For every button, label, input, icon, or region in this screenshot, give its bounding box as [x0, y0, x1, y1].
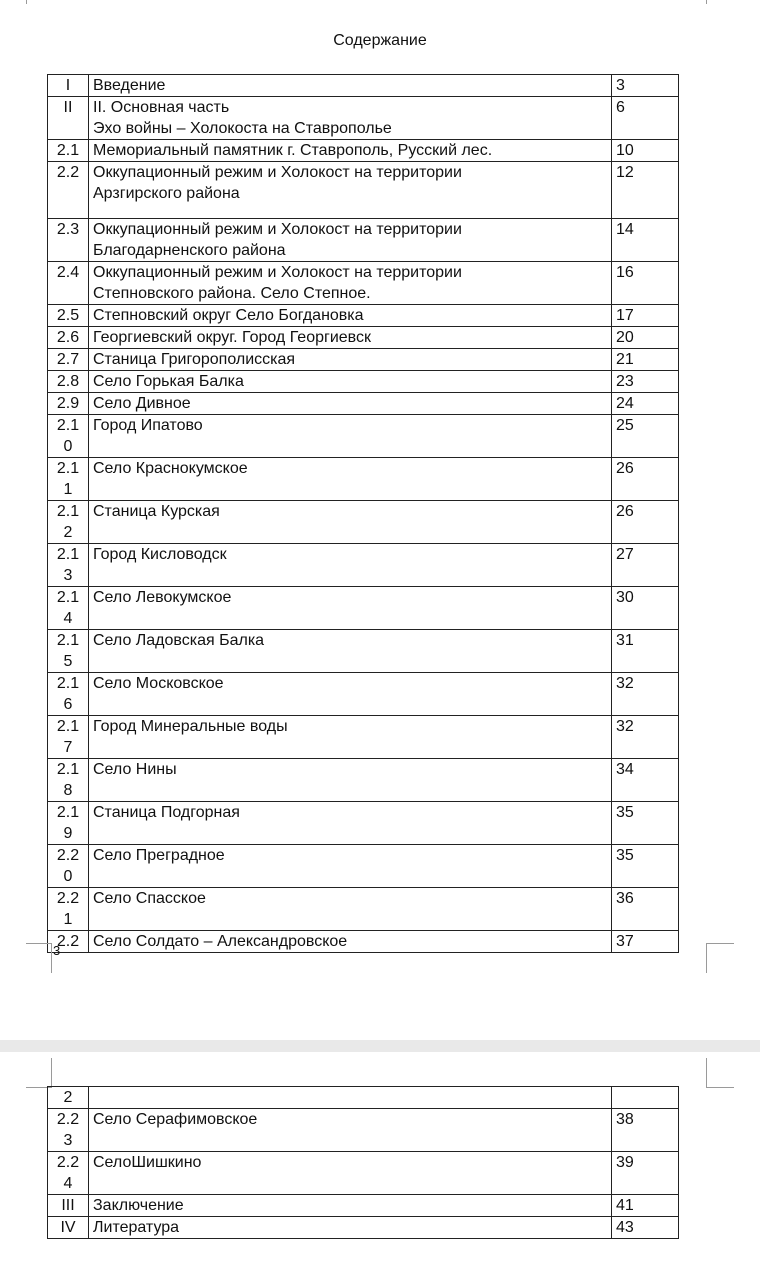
toc-page-number: 26: [612, 501, 679, 544]
toc-entry-title: Город Ипатово: [89, 415, 612, 458]
toc-number: 2.2 1: [48, 888, 89, 931]
toc-row: [48, 305, 679, 327]
toc-entry-title: Село Спасское: [89, 888, 612, 931]
toc-page-number: 32: [612, 716, 679, 759]
toc-entry-title: Село Серафимовское: [89, 1109, 612, 1152]
toc-page-number: 30: [612, 587, 679, 630]
toc-entry-title: [89, 1087, 612, 1109]
toc-number: 2.1 7: [48, 716, 89, 759]
toc-entry-title: Село Нины: [89, 759, 612, 802]
toc-row: [48, 931, 679, 953]
crop-mark: [51, 943, 52, 973]
crop-mark: [706, 943, 707, 973]
toc-table-continued: [47, 1086, 679, 1239]
toc-row: [48, 162, 679, 219]
toc-entry-title: Оккупационный режим и Холокост на территории Арзгирского района: [89, 162, 612, 219]
document-page-2: [0, 1052, 760, 1280]
toc-number: II: [48, 97, 89, 140]
crop-mark: [706, 1058, 707, 1088]
toc-entry-title: Литература: [89, 1217, 612, 1239]
toc-entry-title: СелоШишкино: [89, 1152, 612, 1195]
toc-row: [48, 1087, 679, 1109]
toc-number: IV: [48, 1217, 89, 1239]
toc-page-number: 27: [612, 544, 679, 587]
toc-page-number: 25: [612, 415, 679, 458]
toc-row: [48, 802, 679, 845]
toc-entry-title: Село Краснокумское: [89, 458, 612, 501]
toc-entry-title: Город Минеральные воды: [89, 716, 612, 759]
toc-page-number: 39: [612, 1152, 679, 1195]
toc-entry-title: Село Левокумское: [89, 587, 612, 630]
toc-number: 2.2 4: [48, 1152, 89, 1195]
page-title: Содержание: [333, 32, 427, 49]
toc-page-number: 24: [612, 393, 679, 415]
toc-entry-title: Село Преградное: [89, 845, 612, 888]
toc-row: [48, 501, 679, 544]
toc-row: [48, 1152, 679, 1195]
toc-page-number: 10: [612, 140, 679, 162]
toc-page-number: 16: [612, 262, 679, 305]
toc-page-number: 6: [612, 97, 679, 140]
toc-number: I: [48, 75, 89, 97]
toc-page-number: 38: [612, 1109, 679, 1152]
toc-number: 2.5: [48, 305, 89, 327]
toc-entry-title: Оккупационный режим и Холокост на территории Благодарненского района: [89, 219, 612, 262]
toc-row: [48, 845, 679, 888]
toc-number: 2.4: [48, 262, 89, 305]
toc-row: [48, 393, 679, 415]
toc-row: [48, 716, 679, 759]
toc-page-number: 31: [612, 630, 679, 673]
toc-row: [48, 888, 679, 931]
toc-number: 2.1 4: [48, 587, 89, 630]
toc-row: [48, 97, 679, 140]
toc-row: [48, 262, 679, 305]
toc-number: 2: [48, 1087, 89, 1109]
toc-entry-title: Село Московское: [89, 673, 612, 716]
toc-number: 2.6: [48, 327, 89, 349]
toc-row: [48, 371, 679, 393]
toc-row: [48, 458, 679, 501]
toc-row: [48, 544, 679, 587]
crop-mark: [26, 0, 27, 4]
toc-number: 2.2 0: [48, 845, 89, 888]
toc-number: 2.2: [48, 931, 89, 953]
toc-page-number: 17: [612, 305, 679, 327]
toc-row: [48, 1195, 679, 1217]
toc-page-number: 35: [612, 802, 679, 845]
crop-mark: [26, 943, 52, 944]
toc-row: [48, 1109, 679, 1152]
toc-number: 2.2: [48, 162, 89, 219]
toc-entry-title: Город Кисловодск: [89, 544, 612, 587]
toc-table: [47, 74, 679, 953]
toc-entry-title: Село Ладовская Балка: [89, 630, 612, 673]
toc-entry-title: Село Дивное: [89, 393, 612, 415]
toc-page-number: 36: [612, 888, 679, 931]
toc-entry-title: Станица Подгорная: [89, 802, 612, 845]
toc-page-number: 23: [612, 371, 679, 393]
page-gap: [0, 1040, 760, 1052]
toc-page-number: 14: [612, 219, 679, 262]
toc-number: 2.1: [48, 140, 89, 162]
crop-mark: [706, 943, 734, 944]
toc-entry-title: Заключение: [89, 1195, 612, 1217]
toc-number: III: [48, 1195, 89, 1217]
toc-number: 2.1 5: [48, 630, 89, 673]
crop-mark: [51, 1058, 52, 1088]
toc-entry-title: II. Основная часть Эхо войны – Холокоста на Ставрополье: [89, 97, 612, 140]
page-number: 3: [53, 943, 61, 958]
toc-row: [48, 587, 679, 630]
toc-entry-title: Мемориальный памятник г. Ставрополь, Русский лес.: [89, 140, 612, 162]
toc-page-number: 21: [612, 349, 679, 371]
toc-number: 2.1 6: [48, 673, 89, 716]
toc-row: [48, 630, 679, 673]
crop-mark: [706, 1087, 734, 1088]
toc-entry-title: Станица Курская: [89, 501, 612, 544]
toc-row: [48, 1217, 679, 1239]
toc-entry-title: Оккупационный режим и Холокост на территории Степновского района. Село Степное.: [89, 262, 612, 305]
toc-page-number: 43: [612, 1217, 679, 1239]
toc-number: 2.9: [48, 393, 89, 415]
toc-page-number: 37: [612, 931, 679, 953]
toc-page-number: 34: [612, 759, 679, 802]
toc-number: 2.1 9: [48, 802, 89, 845]
toc-page-number: 41: [612, 1195, 679, 1217]
toc-page-number: 26: [612, 458, 679, 501]
toc-page-number: 20: [612, 327, 679, 349]
toc-number: 2.1 1: [48, 458, 89, 501]
toc-number: 2.1 2: [48, 501, 89, 544]
toc-row: [48, 140, 679, 162]
toc-row: [48, 415, 679, 458]
toc-row: [48, 75, 679, 97]
toc-number: 2.1 3: [48, 544, 89, 587]
toc-entry-title: Введение: [89, 75, 612, 97]
toc-number: 2.8: [48, 371, 89, 393]
toc-page-number: 3: [612, 75, 679, 97]
toc-number: 2.3: [48, 219, 89, 262]
toc-number: 2.2 3: [48, 1109, 89, 1152]
toc-row: [48, 759, 679, 802]
toc-number: 2.1 8: [48, 759, 89, 802]
toc-page-number: 12: [612, 162, 679, 219]
toc-entry-title: Село Горькая Балка: [89, 371, 612, 393]
toc-number: 2.1 0: [48, 415, 89, 458]
toc-page-number: 32: [612, 673, 679, 716]
toc-entry-title: Степновский округ Село Богдановка: [89, 305, 612, 327]
toc-row: [48, 349, 679, 371]
toc-page-number: 35: [612, 845, 679, 888]
toc-entry-title: Село Солдато – Александровское: [89, 931, 612, 953]
toc-row: [48, 673, 679, 716]
toc-number: 2.7: [48, 349, 89, 371]
toc-row: [48, 327, 679, 349]
toc-row: [48, 219, 679, 262]
toc-entry-title: Станица Григорополисская: [89, 349, 612, 371]
toc-page-number: [612, 1087, 679, 1109]
crop-mark: [706, 0, 707, 4]
toc-entry-title: Георгиевский округ. Город Георгиевск: [89, 327, 612, 349]
